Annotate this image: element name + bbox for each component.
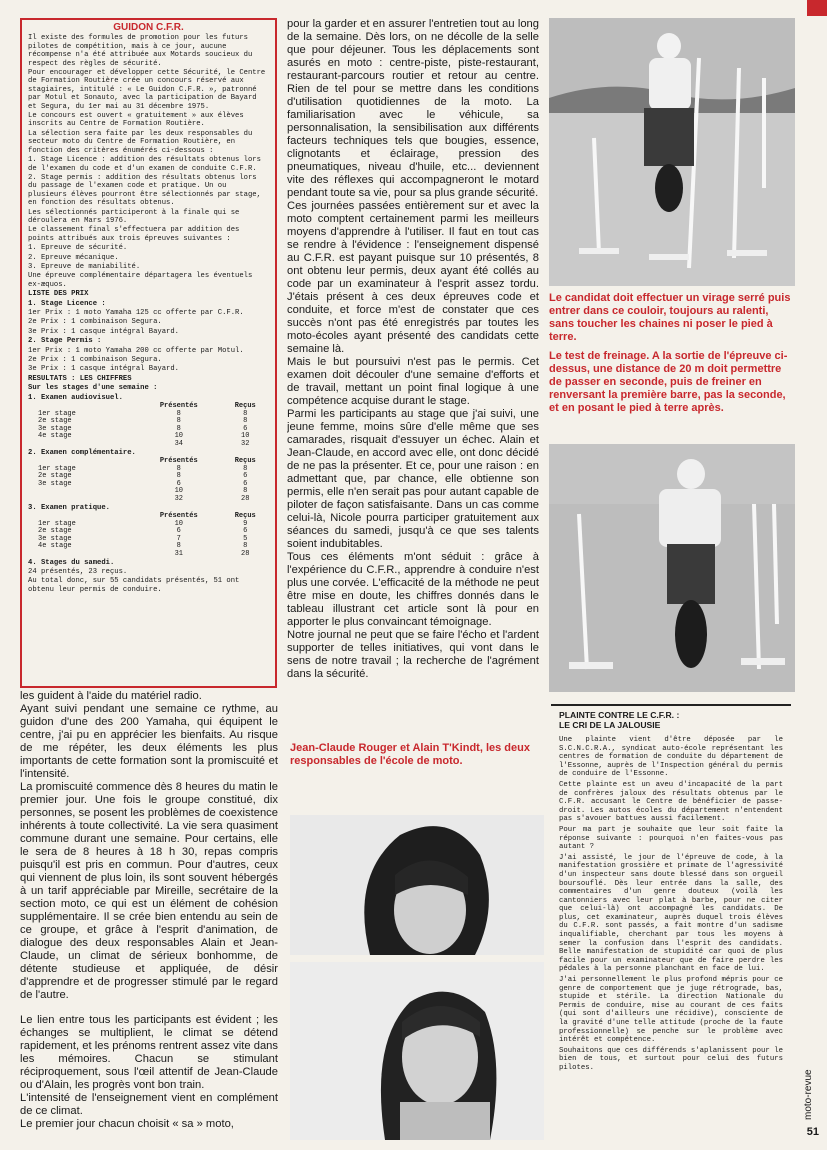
- body-para: Parmi les participants au stage que j'ai suivi, une jeune femme, moins sûre d'elle même que ses camarades, risquait d'essuyer un échec. Alain et Jean-Claude, en accord avec elle, ont donc décidé de ne pas la présenter. Et ce, pour une raison : en admettant que, par chance, elle obtienne son permis, elle n'en serait pas pour autant capable de piloter de façon satisfaisante. Dans un cas comme celui-là, Nicole pourra participer gratuitement aux séances du samedi, jusqu'à ce que ses talents soient indubitables.: [287, 408, 539, 550]
- portrait-tkindt-photo: [290, 962, 544, 1140]
- table-cell: 6: [176, 479, 181, 488]
- body-para: les guident à l'aide du matériel radio.: [20, 690, 202, 702]
- table-header-cell: Reçus: [234, 512, 256, 520]
- sidebar-para: 2. Stage permis : addition des résultats obtenus lors du passage de l'examen code et pratique. Un ou plusieurs élèves pourront être sélectionnés par stage, en fonction des résultats obtenus.: [28, 173, 261, 208]
- sidebar-para: Il existe des formules de promotion pour les futurs pilotes de compétition, mais à ce jour, aucune récompense n'a été attribuée aux Motards soucieux du respect des règles de sécurité.: [28, 34, 253, 68]
- table-cell: 10: [174, 487, 183, 496]
- sidebar-para: Une épreuve complémentaire départagera les éventuels ex-æquos.: [28, 272, 253, 289]
- prix-line: 3e Prix : 1 casque intégral Bayard.: [28, 365, 179, 374]
- table-row: [28, 441, 269, 449]
- sidebar-para: Les sélectionnés participeront à la finale qui se déroulera en Mars 1976.: [28, 208, 240, 225]
- table-row: [28, 488, 269, 496]
- table-cell: 6: [243, 479, 248, 488]
- prix-line: 2. Stage Permis :: [28, 337, 102, 346]
- body-para: Le premier jour chacun choisit « sa » moto,: [20, 1118, 234, 1130]
- results-table: [28, 403, 269, 449]
- portrait-rouger-photo: [290, 815, 544, 955]
- table-cell: 8: [176, 424, 181, 433]
- sidebar-intro: [28, 34, 269, 289]
- table-cell: 2e stage: [38, 527, 72, 536]
- caption-freinage: Le test de freinage. A la sortie de l'épreuve ci-dessus, une distance de 20 m doit permettre de passer en seconde, puis de freiner en renversant la première barre, pas la seconde, et en posant le pied à terre après.: [549, 350, 788, 414]
- table-cell: 8: [176, 409, 181, 418]
- table-cell: 6: [243, 472, 248, 481]
- resultats-title: RESULTATS : LES CHIFFRES: [28, 374, 132, 383]
- prix-title: LISTE DES PRIX: [28, 290, 89, 299]
- sidebar-para: 1. Stage Licence : addition des résultats obtenus lors de l'examen du code et d'un examen de conduite C.F.R.: [28, 156, 261, 173]
- table-cell: 6: [243, 424, 248, 433]
- magazine-name: [803, 1060, 817, 1120]
- table-cell: 1er stage: [38, 409, 76, 418]
- plainte-subtitle: LE CRI DE LA JALOUSIE: [559, 720, 661, 730]
- plainte-box: [551, 704, 791, 1136]
- samedi-title: 4. Stages du samedi.: [28, 558, 115, 567]
- portrait-rouger-illustration: [290, 815, 544, 955]
- table-cell: 8: [243, 417, 248, 426]
- table-row: [28, 543, 269, 551]
- table-cell: 8: [176, 417, 181, 426]
- table-cell: 28: [241, 549, 250, 558]
- plainte-para: J'ai personnellement le plus profond mépris pour ce genre de comportement que je juge rétrograde, bas, stupide et stérile. La direction Nationale du Permis de conduire, mise au courant de ces faits (qui sont d'ailleurs une récidive), consciente de la gravité d'une telle attitude (proche de la faute professionnelle) se penche sur le problème avec intérêt et compétence.: [559, 976, 783, 1045]
- plainte-para: Pour ma part je souhaite que leur soit faite la réponse suivante : pourquoi n'en faites-vous pas autant ?: [559, 825, 783, 852]
- table-cell: 8: [243, 464, 248, 473]
- prix-line: 2e Prix : 1 combinaison Segura.: [28, 318, 162, 327]
- sidebar-para: La sélection sera faite par les deux responsables du secteur moto du Centre de Formation Routière, en fonction des critères énumérés ci-dessous :: [28, 129, 253, 155]
- body-para: Mais le but poursuivi n'est pas le permis. Cet examen doit découler d'une semaine d'efforts et de travail, mettant un point final logique à une compétence acquise durant le stage.: [287, 356, 539, 407]
- table-cell: 1er stage: [38, 519, 76, 528]
- table-row: [28, 433, 269, 441]
- moto-slalom-photo: [549, 18, 795, 286]
- table-cell: 2e stage: [38, 472, 72, 481]
- table-cell: 10: [241, 432, 250, 441]
- total-text: Au total donc, sur 55 candidats présentés, 51 ont obtenu leur permis de conduire.: [28, 577, 240, 594]
- body-para: Ayant suivi pendant une semaine ce rythme, au guidon d'une des 200 Yamaha, qui équipent le centre, j'ai pu en apprécier les bienfaits. Au risque de me répéter, les deux éléments les plus importants de cette formation sont la promiscuité et l'intensité.: [20, 703, 278, 780]
- table-header-cell: Présentés: [159, 512, 198, 520]
- sidebar-title: GUIDON C.F.R.: [113, 22, 184, 33]
- results-table: [28, 513, 269, 559]
- body-para: Ces journées passées entièrement sur et avec la moto comptent certainement parmi les meilleurs moyens d'apprendre à l'utiliser. Il faut en tout cas se rendre à l'évidence : l'enseignement dispensé au C.F.R. est payant puisque sur 10 présentés, 8 ont obtenu leur permis, deux ayant été collés au code par un examinateur à l'esprit assez tordu. J'étais présent à ces deux épreuves code et conduite, et force m'est de constater que ces succès n'ont pas été enregistrés par toutes les moto-écoles ayant présenté des candidats cette semaine là.: [287, 200, 539, 355]
- sidebar-para: 2. Epreuve mécanique.: [28, 253, 119, 262]
- sidebar-para: 1. Epreuve de sécurité.: [28, 244, 128, 253]
- table-cell: [28, 496, 136, 504]
- samedi-text: 24 présentés, 23 reçus.: [28, 567, 128, 576]
- magazine-label: moto-revue: [803, 1069, 814, 1120]
- table-header-cell: Présentés: [159, 457, 198, 466]
- resultats-sub: Sur les stages d'une semaine :: [28, 384, 158, 393]
- plainte-para: Souhaitons que ces différends s'aplanissent pour le bien de tous, et surtout pour celui des futurs pilotes.: [559, 1046, 783, 1072]
- table-cell: [28, 551, 136, 559]
- table-header-cell: Présentés: [159, 402, 198, 411]
- table-row: [28, 496, 269, 504]
- table-cell: 3e stage: [38, 534, 72, 543]
- table-cell: [28, 441, 136, 449]
- results-table: [28, 458, 269, 504]
- results-table-title: 1. Examen audiovisuel.: [28, 393, 123, 402]
- sidebar-para: Le classement final s'effectuera par addition des points attribués aux trois épreuves suivantes :: [28, 226, 240, 243]
- sidebar-para: Le concours est ouvert « gratuitement » aux élèves inscrits au Centre de Formation Routière.: [28, 112, 244, 129]
- table-cell: 6: [243, 527, 248, 536]
- plainte-para: Une plainte vient d'être déposée par le S.C.N.C.R.A., syndicat auto-école représentant les centres de formation de conduite du département de l'Essonne, auprès de l'Inspection général du permis de conduire de l'Essonne.: [559, 736, 783, 779]
- slalom-illustration: [549, 18, 795, 286]
- table-cell: 6: [176, 527, 181, 536]
- table-cell: 32: [174, 495, 183, 503]
- portrait-tkindt-illustration: [290, 962, 544, 1140]
- body-para: Le lien entre tous les participants est évident ; les échanges se multiplient, le climat se détend rapidement, et les prénoms rentrent assez vite dans les mémoires. Chacun se stimulant réciproquement, sous l'œil attentif de Jean-Claude ou d'Alain, les progrès vont bon train.: [20, 1014, 278, 1091]
- middle-column-text: [287, 18, 539, 738]
- table-row: [28, 481, 269, 489]
- left-column-text: [20, 690, 278, 1140]
- table-header-cell: Reçus: [234, 457, 256, 466]
- table-cell: 31: [174, 549, 183, 558]
- plainte-title: PLAINTE CONTRE LE C.F.R. :: [559, 710, 680, 720]
- results-table-title: 2. Examen complémentaire.: [28, 448, 136, 457]
- table-cell: 8: [176, 542, 181, 551]
- table-cell: 8: [176, 472, 181, 481]
- prix-line: 1er Prix : 1 moto Yamaha 125 cc offerte par C.F.R.: [28, 309, 244, 317]
- page-number: 51: [806, 1126, 819, 1138]
- table-cell: 2e stage: [38, 417, 72, 426]
- body-para: pour la garder et en assurer l'entretien tout au long de la semaine. Dès lors, on ne décolle de la selle que pour déjeuner. Tous les déplacements sont asurés en moto : centre-piste, piste-restaurant, restaurant-parcours routier et retour au centre. Rien de tel pour se mettre dans les conditions d'utilisation quotidiennes de la moto. La familiarisation avec le véhicule, sa personnalisation, la sensibilisation aux différents facteurs techniques tels que bougies, essence, clignotants et éclairage, pression des pneumatiques, niveau d'huile, etc... deviennent vite des réflexes qui accompagneront le motard pendant toute sa vie, pour sa plus grande sécurité.: [287, 18, 539, 199]
- table-cell: 7: [176, 534, 181, 543]
- table-cell: 32: [241, 440, 250, 449]
- table-header-cell: Reçus: [234, 402, 256, 411]
- table-cell: 3e stage: [38, 479, 72, 488]
- table-cell: 34: [174, 440, 183, 449]
- caption-responsables: Jean-Claude Rouger et Alain T'Kindt, les deux responsables de l'école de moto.: [290, 742, 530, 767]
- table-row: [28, 551, 269, 559]
- table-cell: 4e stage: [38, 432, 72, 441]
- body-para: Notre journal ne peut que se faire l'écho et l'ardent supporter de telles initiatives, qui vont dans le sens de notre travail ; la recherche de l'agrément dans la sécurité.: [287, 629, 539, 680]
- table-cell: 3e stage: [38, 424, 72, 433]
- table-cell: [28, 488, 136, 496]
- moto-freinage-photo: [549, 444, 795, 692]
- table-cell: 8: [243, 409, 248, 418]
- plainte-para: Cette plainte est un aveu d'incapacité de la part de confrères jaloux des résultats obtenus par le C.F.R. accusant le Centre de bénéficier de passe-droit. Les autos écoles du département n'entendent pas s'avouer battues aussi facilement.: [559, 780, 783, 824]
- prix-line: 3e Prix : 1 casque intégral Bayard.: [28, 327, 179, 336]
- sidebar-para: Pour encourager et développer cette Sécurité, le Centre de Formation Routière crée un concours réservé aux stagiaires, intitulé : « Le Guidon C.F.R. », patronné par Motul et Sonauto, avec la participation de Bayard et Segura, du 1er mai au 31 décembre 1975.: [28, 69, 266, 111]
- table-cell: 4e stage: [38, 542, 72, 551]
- body-para: L'intensité de l'enseignement vient en complément de ce climat.: [20, 1092, 278, 1117]
- prix-line: 1. Stage Licence :: [28, 299, 106, 308]
- body-para: Tous ces éléments m'ont séduit : grâce à l'expérience du C.F.R., apprendre à conduire n'est plus une corvée. L'efficacité de la méthode ne peut être mise en doute, les chiffres donnés dans le tableau illustrant cet article sont là pour en apporter le plus convaincant témoignage.: [287, 551, 539, 628]
- freinage-illustration: [549, 444, 795, 692]
- results-tables: [28, 394, 269, 559]
- table-cell: 9: [243, 519, 248, 528]
- table-cell: 10: [174, 432, 183, 441]
- table-cell: 1er stage: [38, 464, 76, 473]
- corner-tab: [807, 0, 827, 16]
- prix-line: 2e Prix : 1 combinaison Segura.: [28, 356, 162, 365]
- prix-line: 1er Prix : 1 moto Yamaha 200 cc offerte par Motul.: [28, 346, 244, 355]
- table-cell: 5: [243, 534, 248, 543]
- table-cell: 28: [241, 495, 250, 503]
- caption-virage: Le candidat doit effectuer un virage serré puis entrer dans ce couloir, toujours au ralenti, sans toucher les chaines ni poser le pied à terre.: [549, 292, 791, 343]
- results-table-title: 3. Examen pratique.: [28, 503, 110, 512]
- sidebar-para: 3. Epreuve de maniabilité.: [28, 262, 141, 271]
- body-para: La promiscuité commence dès 8 heures du matin le premier jour. Une fois le groupe constitué, dix personnes, se posent les problèmes de coexistence inhérents à toute collectivité. La vie sera quasiment commune durant une semaine. Pour certains, elle le sera de 8 heures à 18 h 30, repas compris puisqu'il est pris en commun. Pour d'autres, ceux qui viennent de plus loin, ils sont souvent hébergés à un tarif appréciable par Mireille, secrétaire de la section moto, ce qui est un élément de cohésion supplémentaire. Il se crée bien entendu au sein de ce groupe, et grâce à l'esprit d'animation, de dialogue des deux responsables Alain et Jean-Claude, un climat de sérieux bonhomme, de détente studieuse et appliquée, de désir d'apprendre et de progresser stimulé par le regard de l'autre.: [20, 781, 278, 1001]
- table-cell: 8: [243, 542, 248, 551]
- table-cell: 8: [176, 464, 181, 473]
- guidon-cfr-box: [20, 18, 277, 688]
- plainte-para: J'ai assisté, le jour de l'épreuve de code, à la manifestation grossière et primate de l'agressivité d'un inspecteur sans doute blessé dans son orgueil boursouflé. Dès leur entrée dans la salle, des commentaires d'un genre douteux (voilà les cantonniers avec leur plat à barbe, pour ne citer que celui-là) ont accompagné les candidats. De plus, cet examinateur, auprès duquel trois élèves du C.F.R. sont passés, a fait montre d'un sadisme inqualifiable, cherchant par tous les moyens à semer la confusion dans l'esprit des candidats. Belle manifestation de stupidité car quoi de plus facile pour un examinateur que de faire perdre les pédales à la personne planchant en face de lui.: [559, 853, 783, 974]
- table-cell: 8: [243, 487, 248, 496]
- table-cell: 10: [174, 519, 183, 528]
